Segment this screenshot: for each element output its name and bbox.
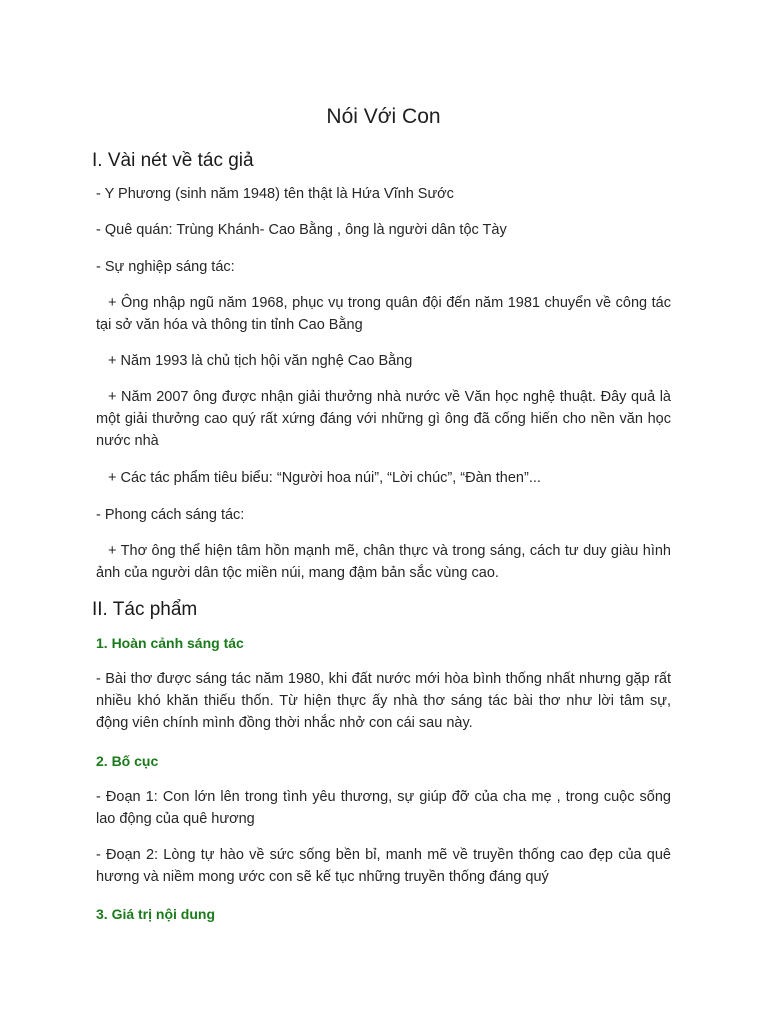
paragraph-part-1: - Đoạn 1: Con lớn lên trong tình yêu thương, sự giúp đỡ của cha mẹ , trong cuộc sống lao động của quê hương: [96, 789, 671, 827]
paragraph-career-2007: + Năm 2007 ông được nhận giải thưởng nhà nước về Văn học nghệ thuật. Đây quả là một giải thưởng cao quý rất xứng đáng với những gì ông đã cống hiến cho nền văn học nước nhà: [96, 389, 671, 449]
subheading-content-value: 3. Giá trị nội dung: [96, 906, 215, 922]
paragraph-part-2: - Đoạn 2: Lòng tự hào về sức sống bền bỉ, manh mẽ về truyền thống cao đẹp của quê hương và niềm mong ước con sẽ kế tục những truyền thống đáng quý: [96, 847, 671, 885]
paragraph-style: + Thơ ông thể hiện tâm hồn mạnh mẽ, chân thực và trong sáng, cách tư duy giàu hình ảnh của người dân tộc miền núi, mang đậm bản sắc vùng cao.: [96, 543, 671, 581]
paragraph-context: - Bài thơ được sáng tác năm 1980, khi đất nước mới hòa bình thống nhất nhưng gặp rất nhiều khó khăn thiếu thốn. Từ hiện thực ấy nhà thơ sáng tác bài thơ như lời tâm sự, động viên chính mình đồng thời nhắc nhở con cái sau này.: [96, 671, 671, 731]
paragraph-career-1993: + Năm 1993 là chủ tịch hội văn nghệ Cao Bằng: [108, 353, 413, 369]
document-title: Nói Với Con: [326, 105, 441, 128]
section-heading-author: I. Vài nét về tác giả: [92, 150, 254, 171]
paragraph-career-army: + Ông nhập ngũ năm 1968, phục vụ trong quân đội đến năm 1981 chuyển về công tác tại sở văn hóa và thông tin tỉnh Cao Bằng: [96, 295, 671, 333]
paragraph-author-name: - Y Phương (sinh năm 1948) tên thật là Hứa Vĩnh Sước: [96, 186, 454, 202]
subheading-structure: 2. Bố cục: [96, 753, 159, 769]
paragraph-career-label: - Sự nghiệp sáng tác:: [96, 259, 235, 275]
section-heading-work: II. Tác phẩm: [92, 599, 198, 620]
paragraph-hometown: - Quê quán: Trùng Khánh- Cao Bằng , ông là người dân tộc Tày: [96, 222, 507, 238]
subheading-context: 1. Hoàn cảnh sáng tác: [96, 635, 244, 651]
paragraph-style-label: - Phong cách sáng tác:: [96, 507, 245, 523]
paragraph-works: + Các tác phẩm tiêu biểu: “Người hoa núi”, “Lời chúc”, “Đàn then”...: [108, 470, 541, 486]
